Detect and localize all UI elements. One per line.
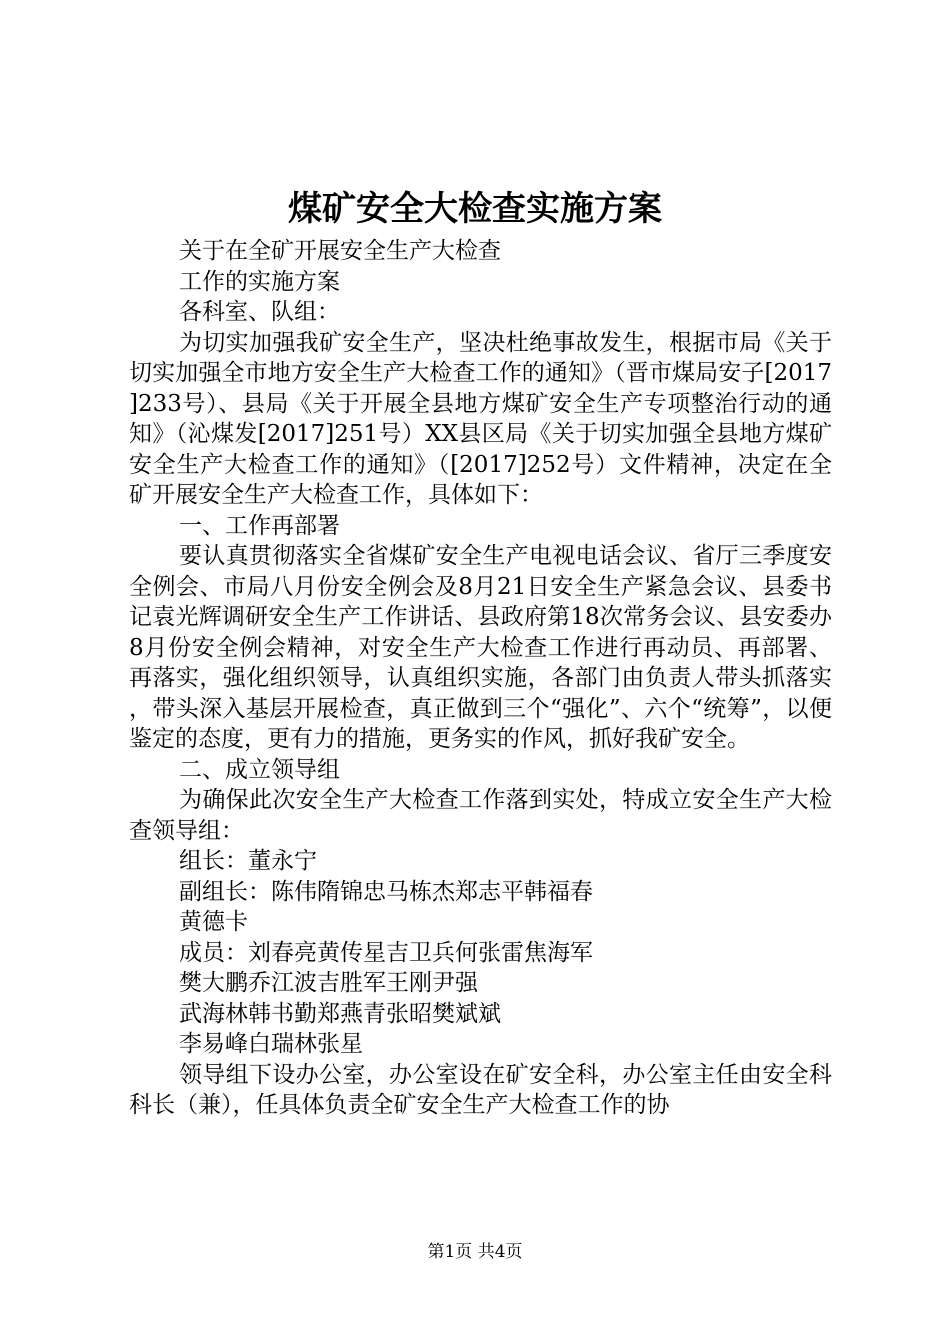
section-heading-1: 一、工作再部署 — [179, 512, 340, 539]
office-paragraph: 领导组下设办公室，办公室设在矿安全科，办公室主任由安全科科长（兼），任具体负责全矿安全生产大检查工作的协 — [129, 1061, 832, 1118]
page-number-footer: 第1页 共4页 — [427, 1242, 523, 1262]
section-1-paragraph: 要认真贯彻落实全省煤矿安全生产电视电话会议、省厅三季度安全例会、市局八月份安全例会及8月21日安全生产紧急会议、县委书记袁光辉调研安全生产工作讲话、县政府第18次常务会议、县安委办8月份安全例会精神，对安全生产大检查工作进行再动员、再部署、再落实，强化组织领导，认真组织实施，各部门由负责人带头抓落实，带头深入基层开展检查，真正做到三个“强化”、六个“统筹”，以便鉴定的态度，更有力的措施，更务实的作风，抓好我矿安全。 — [129, 543, 832, 752]
subtitle-line-2: 工作的实施方案 — [179, 268, 340, 295]
document-body — [129, 236, 832, 1121]
section-2-paragraph: 为确保此次安全生产大检查工作落到实处，特成立安全生产大检查领导组： — [129, 787, 832, 844]
section-heading-2: 二、成立领导组 — [179, 756, 340, 783]
members-line-2: 樊大鹏乔江波吉胜军王刚尹强 — [179, 970, 478, 996]
page-title: 煤矿安全大检查实施方案 — [288, 189, 662, 229]
deputy-leader-line-cont: 黄德卡 — [179, 909, 248, 935]
members-line-4: 李易峰白瑞林张星 — [179, 1031, 363, 1057]
members-line-3: 武海林韩书勤郑燕青张昭樊斌斌 — [179, 1000, 501, 1027]
intro-paragraph: 为切实加强我矿安全生产，坚决杜绝事故发生，根据市局《关于切实加强全市地方安全生产大检查工作的通知》（晋市煤局安子[2017]233号）、县局《关于开展全县地方煤矿安全生产专项整治行动的通知》（沁煤发[2017]251号）XX县区局《关于切实加强全县地方煤矿安全生产大检查工作的通知》（[2017]252号）文件精神，决定在全矿开展安全生产大检查工作，具体如下： — [129, 329, 832, 508]
subtitle-line-1: 关于在全矿开展安全生产大检查 — [179, 238, 501, 264]
salutation: 各科室、队组： — [179, 299, 340, 325]
members-line-1: 成员：刘春亮黄传星吉卫兵何张雷焦海军 — [179, 939, 593, 966]
leader-line: 组长：董永宁 — [179, 848, 317, 874]
deputy-leader-line: 副组长：陈伟隋锦忠马栋杰郑志平韩福春 — [179, 878, 593, 905]
